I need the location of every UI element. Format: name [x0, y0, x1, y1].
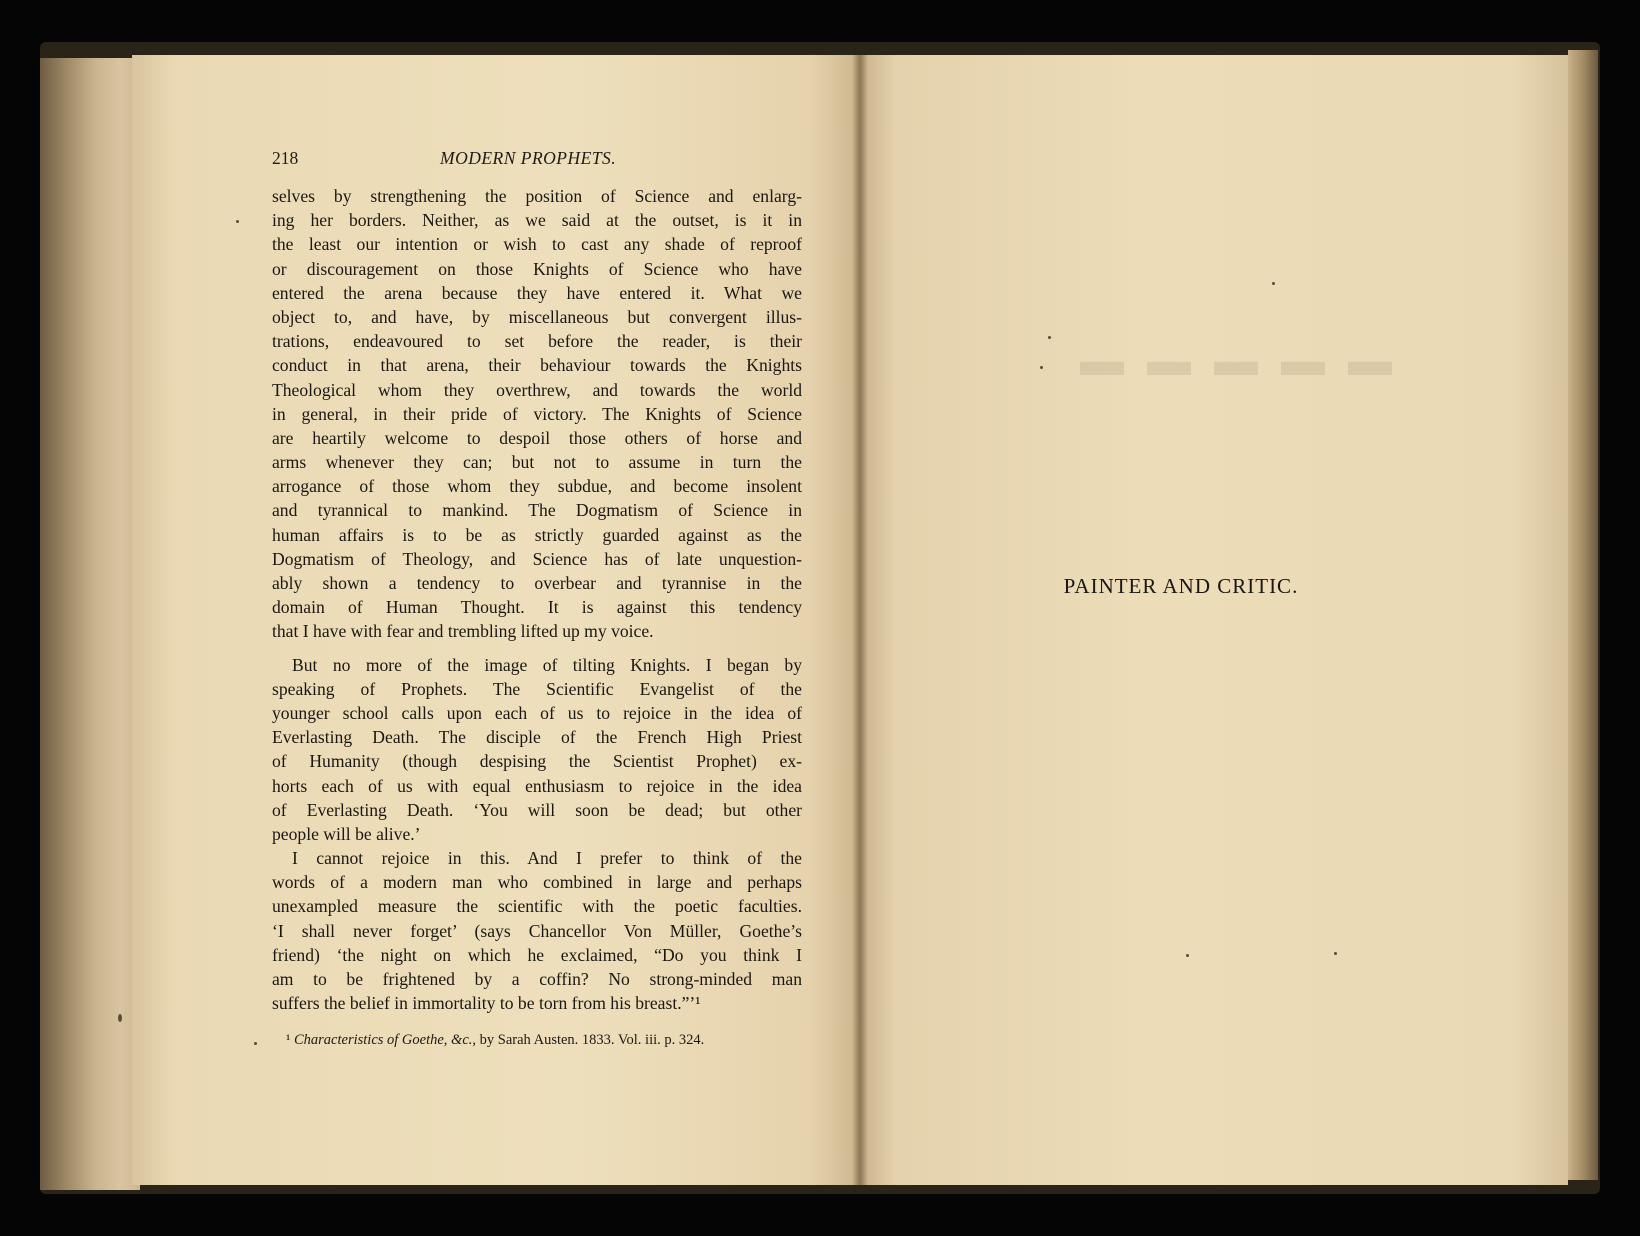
text-line: ably shown a tendency to overbear and tyrannise in the: [272, 573, 802, 593]
text-line: words of a modern man who combined in large and perhaps: [272, 872, 802, 893]
text-line: Dogmatism of Theology, and Science has of late unquestion-: [272, 548, 802, 569]
footnote-title: Characteristics of Goethe, &c.,: [293, 1032, 477, 1048]
text-line: people will be alive.’: [272, 823, 421, 844]
text-line: unexampled measure the scientific with the poetic faculties.: [272, 896, 802, 917]
text-line: trations, endeavoured to set before the reader, is their: [272, 331, 802, 352]
text-line: or discouragement on those Knights of Science who have: [272, 258, 802, 279]
essay-heading: PAINTER AND CRITIC.: [1063, 574, 1299, 598]
text-line: am to be frightened by a coffin? No strong-minded man: [272, 969, 802, 989]
text-line: conduct in that arena, their behaviour towards the Knights: [272, 355, 802, 376]
book-gutter: [852, 55, 868, 1185]
text-line: speaking of Prophets. The Scientific Evangelist of the: [272, 678, 802, 699]
text-line: object to, and have, by miscellaneous but convergent illus-: [272, 306, 802, 327]
paper-fleck: [1334, 952, 1337, 955]
text-line: and tyrannical to mankind. The Dogmatism of Science in: [272, 500, 802, 521]
text-line: entered the arena because they have entered it. What we: [272, 282, 802, 303]
text-line: domain of Human Thought. It is against this tendency: [272, 597, 802, 618]
text-line: younger school calls upon each of us to rejoice in the idea of: [272, 702, 802, 723]
running-title: MODERN PROPHETS.: [440, 148, 617, 168]
text-line: that I have with fear and trembling lifted up my voice.: [272, 621, 654, 642]
text-line: human affairs is to be as strictly guarded against as the: [272, 524, 802, 545]
paper-fleck: [236, 220, 239, 223]
text-line: ing her borders. Neither, as we said at the outset, is it in: [272, 210, 802, 231]
text-line: suffers the belief in immortality to be torn from his breast.”’¹: [272, 993, 701, 1014]
text-line: of Humanity (though despising the Scientist Prophet) ex-: [272, 751, 802, 772]
text-line: in general, in their pride of victory. The Knights of Science: [272, 403, 802, 424]
page-edges-right: [1568, 50, 1598, 1180]
footnote-marker: ¹: [286, 1032, 291, 1048]
paper-fleck: [254, 1042, 257, 1045]
text-line: of Everlasting Death. ‘You will soon be dead; but other: [272, 799, 802, 820]
text-line: horts each of us with equal enthusiasm to rejoice in the idea: [272, 775, 802, 796]
text-line: But no more of the image of tilting Knights. I began by: [292, 654, 802, 675]
text-line: Theological whom they overthrew, and towards the world: [272, 379, 802, 400]
paper-fleck: [1272, 282, 1275, 285]
page-number: 218: [272, 148, 299, 168]
running-head: [272, 148, 802, 172]
page-edges-left: [40, 58, 140, 1190]
footnote-citation: by Sarah Austen. 1833. Vol. iii. p. 324.: [479, 1032, 705, 1048]
paragraph-2: [272, 653, 802, 847]
text-line: friend) ‘the night on which he exclaimed, “Do you think I: [272, 944, 802, 965]
paper-fleck: [118, 1014, 122, 1022]
paper-fleck: [1186, 954, 1189, 957]
text-line: the least our intention or wish to cast any shade of reproof: [272, 234, 802, 255]
text-line: selves by strengthening the position of Science and enlarg-: [272, 186, 802, 206]
paragraph-1: [272, 184, 802, 644]
paper-fleck: [1040, 366, 1043, 369]
show-through-decoration: ▬ ▬ ▬ ▬ ▬: [1080, 336, 1398, 385]
text-line: arrogance of those whom they subdue, and become insolent: [272, 476, 802, 497]
text-line: Everlasting Death. The disciple of the French High Priest: [272, 727, 802, 748]
text-line: arms whenever they can; but not to assume in turn the: [272, 452, 802, 473]
paper-fleck: [1048, 336, 1051, 339]
body-text: [272, 184, 802, 1015]
text-line: ‘I shall never forget’ (says Chancellor Von Müller, Goethe’s: [272, 920, 802, 941]
text-line: are heartily welcome to despoil those others of horse and: [272, 427, 802, 448]
footnote: [286, 1030, 802, 1050]
paragraph-3: [272, 846, 802, 1015]
text-line: I cannot rejoice in this. And I prefer to think of the: [292, 848, 802, 869]
right-page: [860, 55, 1568, 1185]
